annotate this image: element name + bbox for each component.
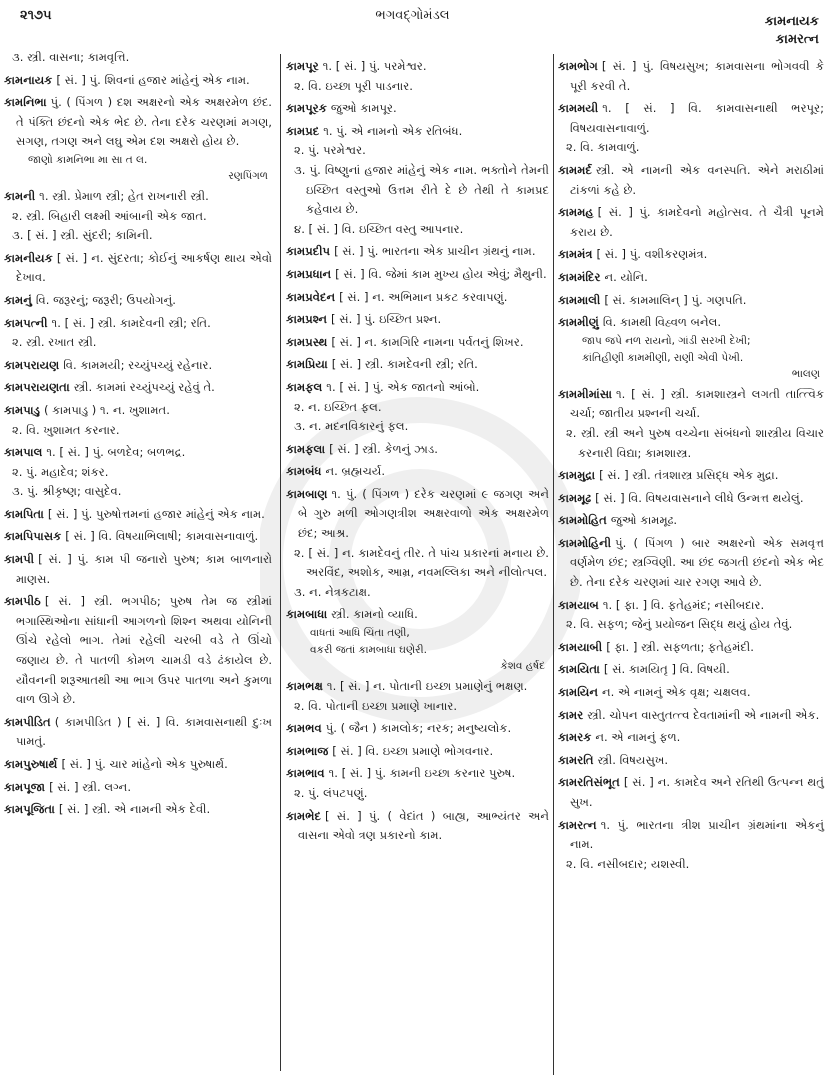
dictionary-entry <box>558 816 824 855</box>
dictionary-entry <box>558 385 824 424</box>
entry-definition: [ સં. ] ન. અભિમાન પ્રકટ કરવાપણું. <box>339 289 508 304</box>
dictionary-entry <box>558 638 824 658</box>
quote-source: રણપિંગળ <box>228 169 268 182</box>
dictionary-entry <box>558 728 824 748</box>
entry-headword: કામપ્રદ <box>286 123 320 138</box>
dictionary-entry <box>286 265 549 285</box>
dictionary-entry <box>286 333 549 353</box>
entry-headword: કામર <box>558 707 584 722</box>
entry-headword: કામમોહિત <box>558 513 607 528</box>
entry-definition: ૧. [ સં. ] વિ. કામવાસનાથી ભરપૂર; વિષયવાસનાવાળું. <box>570 101 824 135</box>
entry-headword: કામપૂરક <box>286 101 327 116</box>
entry-headword: કામમર્દ <box>558 162 592 177</box>
entry-sense: ૩. પું. શ્રીકૃષ્ણ; વાસુદેવ. <box>12 484 122 499</box>
entry-definition: ૧. [ સં. ] પું. પરમેશ્વર. <box>322 59 427 73</box>
dictionary-entry <box>4 443 272 463</box>
entry-headword: કામમંત્ર <box>558 247 593 262</box>
entry-definition: ૧. [ સં. ] સ્ત્રી. કામશાસ્ત્રને લગતી તાત્ત્વિક ચર્ચા; જાતીય પ્રશ્નની ચર્ચા. <box>570 386 824 421</box>
dictionary-entry <box>4 356 272 376</box>
entry-definition: [ સં. ] પું. વિષયસુખ; કામવાસના ભોગવવી કે પૂરી કરવી તે. <box>570 59 824 93</box>
entry-headword: કામનું <box>4 292 32 307</box>
dictionary-entry <box>558 751 824 771</box>
quote-source: કેશવ હર્ષદ <box>500 660 545 673</box>
entry-sense: ૨. વિ. નસીબદાર; યશસ્વી. <box>566 856 690 871</box>
entry-sense: ૨. સ્ત્રી. બિહારી લક્ષ્મી આંબાની એક જાત. <box>12 208 207 223</box>
dictionary-entry <box>286 605 549 625</box>
entry-headword: કામપાડુ <box>4 402 40 417</box>
entry-headword: કામબાણ <box>286 486 328 501</box>
dictionary-entry <box>558 313 824 333</box>
entry-headword: કામપ્રધાન <box>286 266 332 281</box>
dictionary-entry <box>558 466 824 486</box>
entry-sense: ૨. પું. મહાદેવ; શંકર. <box>12 464 109 479</box>
entry-definition: [ ફા. ] સ્ત્રી. સફળતા; ફતેહમંદી. <box>606 639 754 654</box>
dictionary-entry <box>558 596 824 616</box>
entry-headword: કામપૂજા <box>4 779 46 794</box>
entry-headword: કામફલા <box>286 441 326 456</box>
entry-definition: જુઓ કામપૂર. <box>330 101 397 116</box>
dictionary-entry <box>286 764 549 784</box>
entry-headword: કામભોગ <box>558 59 598 73</box>
entry-definition: [ સં. ] સ્ત્રી. તંત્રશાસ્ત્ર પ્રસિદ્ધ એક મુદ્રા. <box>599 468 779 483</box>
entry-headword: કામપી <box>4 552 35 567</box>
entry-definition: [ સં. ] સ્ત્રી. ભગપીઠ; પુરુષ તેમ જ સ્ત્રીમાં ભગાસ્થિઓના સાંધાની આગળનો શિશ્ન અથવા યોનિની ઊંચે રહેલો ભાગ. તેમાં રહેલી ચરબી વડે તે ઊંચો જણાય છે. તે પાતળી કોમળ ચામડી વડે ઢંકાયેલ છે. યૌવનની શરૂઆતથી આ ભાગ ઉપર પાતળા અને કુમળા વાળ ઊગે છે. <box>16 594 272 707</box>
entry-headword: કામમુદ્રા <box>558 468 596 483</box>
entry-definition: [ સં. ] પું. પુરુષોત્તમનાં હજાર માંહેનું એક નામ. <box>47 506 265 521</box>
entry-headword: કામનિભા <box>4 95 47 110</box>
entry-headword: કામપાલ <box>4 445 43 460</box>
entry-definition: [ સં. કામમાલિન્ ] પું. ગણપતિ. <box>604 292 747 307</box>
entry-headword: કામપુરુષાર્થ <box>4 757 58 771</box>
entry-headword: કામમીણું <box>558 315 599 330</box>
entry-definition: પું. ( જૈન ) કામલોક; નરક; મનુષ્યલોક. <box>325 721 512 736</box>
entry-definition: [ સં. ] પું. ( વેદાંત ) બાહ્ય, આભ્યંતર અને વાસના એવો ત્રણ પ્રકારનો કામ. <box>298 808 549 843</box>
entry-sense: ૨. પું. લંપટપણું. <box>294 786 368 800</box>
entry-definition: [ સં. ] પું. કામ પી જનારો પુરુષ; કામ બાળનારો માણસ. <box>16 552 272 586</box>
entry-definition: [ સં. ] સ્ત્રી. લગ્ન. <box>49 779 132 794</box>
entry-sense: ૩. સ્ત્રી. વાસના; કામવૃત્તિ. <box>12 50 130 64</box>
dictionary-entry <box>4 800 272 820</box>
entry-definition: ૧. [ સં. ] પું. કામની ઇચ્છા કરનાર પુરુષ. <box>328 766 516 781</box>
page-number: ૨૧૭૫ <box>20 8 52 23</box>
dictionary-entry <box>286 485 549 544</box>
entry-headword: કામપૂર <box>286 59 319 73</box>
entry-definition: [ સં. ] ન. કામગિરિ નામના પર્વતનું શિખર. <box>331 334 524 349</box>
entry-definition: ૧. પું. ભારતના ત્રીશ પ્રાચીન ગ્રંથમાંના એકનું નામ. <box>570 817 824 852</box>
entry-headword: કામભેદ <box>286 808 321 823</box>
dictionary-entry <box>4 592 272 710</box>
book-title: ભગવદ્ગોમંડલ <box>375 8 450 23</box>
entry-sense: ૨. સ્ત્રી. સ્ત્રી અને પુરુષ વચ્ચેના સંબંધનો શાસ્ત્રીય વિચાર કરનારી વિદ્યા; કામશાસ્ત્ર. <box>566 425 824 460</box>
entry-sense: ૨. ન. ઇચ્છિત ફલ. <box>294 399 382 414</box>
dictionary-entry <box>286 122 549 142</box>
dictionary-entry <box>286 719 549 739</box>
entry-headword: કામરતિસંભૂત <box>558 775 620 790</box>
entry-definition: સ્ત્રી. ચોપન વાસ્તુતત્ત્વ દેવતામાંની એ નામની એક. <box>587 707 820 722</box>
entry-headword: કામયાબી <box>558 639 603 654</box>
entry-headword: કામપ્રસ્થ <box>286 334 328 349</box>
dictionary-entry <box>4 93 272 152</box>
quote-line: વાધતાં આધિ ચિંતા તણી, <box>310 627 410 640</box>
entry-headword: કામમયી <box>558 101 599 116</box>
entry-definition: ૧. [ સં. ] પું. એક જાતનો આંબો. <box>326 379 480 394</box>
dictionary-entry <box>558 291 824 311</box>
column-1 <box>4 48 272 1075</box>
entry-headword: કામપ્રિયા <box>286 357 328 372</box>
dictionary-entry <box>4 778 272 798</box>
citation-quote <box>4 152 272 184</box>
dictionary-entry <box>4 713 272 752</box>
entry-headword: કામભક્ષ <box>286 679 323 694</box>
entry-headword: કામપરાયણ <box>4 357 60 372</box>
quote-line: કાંતિહીણી કામમીણી, રાણી એવી પેખી. <box>582 351 744 364</box>
dictionary-entry <box>558 203 824 242</box>
dictionary-entry <box>286 57 549 77</box>
entry-definition: [ સં. ] વિ. ઇચ્છા પ્રમાણે ભોગવનાર. <box>332 743 494 758</box>
entry-headword: કામપરાયણતા <box>4 380 70 395</box>
entry-definition: [ સં. ] સ્ત્રી. એ નામની એક દેવી. <box>58 802 211 817</box>
entry-sense: ૨. [ સં. ] ન. કામદેવનું તીર. તે પાંચ પ્રકારનાં મનાય છે. અરવિંદ, અશોક, આમ્ર, નવમલ્લિકા અને નીલોત્પલ. <box>294 545 549 580</box>
dictionary-entry <box>558 683 824 703</box>
entry-definition: ન. યોનિ. <box>604 269 648 284</box>
entry-definition: ન. એ નામનું એક વૃક્ષ; ચક્ષલવ. <box>601 685 751 700</box>
entry-definition: ૧. સ્ત્રી. પ્રેમાળ સ્ત્રી; હેત રાખનારી સ્ત્રી. <box>39 188 209 203</box>
entry-headword: કામમાલી <box>558 292 601 307</box>
dictionary-entry <box>4 71 272 91</box>
dictionary-entry <box>558 706 824 726</box>
entry-headword: કામપ્રદીપ <box>286 244 331 259</box>
dictionary-entry <box>4 291 272 311</box>
entry-headword: કામમંદિર <box>558 269 601 284</box>
entry-headword: કામભવ <box>286 721 322 736</box>
entry-headword: કામફલ <box>286 379 323 394</box>
guide-word-first: કામનાયક <box>764 14 819 29</box>
dictionary-entry <box>286 742 549 762</box>
entry-headword: કામબાધા <box>286 607 328 622</box>
dictionary-entry <box>286 378 549 398</box>
entry-headword: કામભાજ <box>286 743 329 758</box>
entry-definition: ન. બ્રહ્મચર્ય. <box>325 464 386 479</box>
entry-definition: [ સં. ] વિ. જેમાં કામ મુખ્ય હોય એવું; મૈથુની. <box>335 266 547 281</box>
entry-headword: કામબંધ <box>286 464 322 479</box>
entry-headword: કામમોહિની <box>558 535 612 550</box>
entry-headword: કામમીમાંસા <box>558 386 612 401</box>
entry-definition: સ્ત્રી. એ નામની એક વનસ્પતિ. એને મરાઠીમાં ટાંકળાં કહે છે. <box>570 162 824 197</box>
entry-headword: કામયિન <box>558 685 598 700</box>
dictionary-entry <box>558 489 824 509</box>
dictionary-entry <box>558 57 824 96</box>
guide-word-last: કામરત્ન <box>775 32 819 47</box>
entry-definition: વિ. કામમયી; રચ્યુંપચ્યું રહેનાર. <box>63 357 213 372</box>
entry-headword: કામરત્ન <box>558 817 597 832</box>
dictionary-entry <box>558 660 824 680</box>
entry-definition: પું. ( પિંગળ ) દશ અક્ષરનો એક અક્ષરમેળ છંદ. તે પંક્તિ છંદનો એક ભેદ છે. તેના દરેક ચરણમાં મગણ, સગણ, તગણ અને લઘુ એમ દશ અક્ષરો હોય છે. <box>16 95 272 149</box>
entry-definition: [ સં. ] વિ. વિષયવાસનાને લીધે ઉન્મત્ત થયેલું. <box>595 490 804 505</box>
dictionary-entry <box>558 99 824 138</box>
dictionary-entry <box>4 314 272 334</box>
entry-headword: કામપ્રવેદન <box>286 289 336 304</box>
column-2 <box>280 54 554 1071</box>
entry-definition: ( કામપીડિત ) [ સં. ] વિ. કામવાસનાથી દુઃખ પામતું. <box>16 714 272 749</box>
dictionary-entry <box>286 310 549 330</box>
dictionary-entry <box>286 677 549 697</box>
entry-definition: ન. એ નામનું ફળ. <box>595 730 681 745</box>
quote-source: ભાલણ <box>791 367 820 380</box>
entry-headword: કામપૂજિતા <box>4 802 55 817</box>
dictionary-entry <box>558 534 824 593</box>
entry-definition: ૧. [ સં. ] પું. બળદેવ; બળભદ્ર. <box>46 445 186 460</box>
entry-sense: ૨. વિ. ઇચ્છા પૂરી પાડનાર. <box>294 78 413 93</box>
dictionary-entry <box>4 401 272 421</box>
entry-definition: [ સં. ] પું. ઇચ્છિત પ્રશ્ન. <box>331 312 442 327</box>
entry-headword: કામપત્ની <box>4 315 48 330</box>
dictionary-entry <box>558 268 824 288</box>
entry-sense: ૨. વિ. સફળ; જેનું પ્રયોજન સિદ્ધ થયું હોય તેવું. <box>566 617 793 632</box>
entry-headword: કામમૂઢ <box>558 490 592 505</box>
entry-sense: ૪. [ સં. ] વિ. ઇચ્છિત વસ્તુ આપનાર. <box>294 221 464 236</box>
dictionary-entry <box>558 245 824 265</box>
entry-headword: કામમહ <box>558 205 594 220</box>
entry-headword: કામપ્રશ્ન <box>286 312 328 327</box>
entry-definition: [ સં. કામયિતૃ ] વિ. વિષયી. <box>603 662 730 677</box>
entry-definition: ૧. [ સં. ] સ્ત્રી. કામદેવની સ્ત્રી; રતિ. <box>51 315 211 330</box>
dictionary-entry <box>4 505 272 525</box>
entry-headword: કામપિપાસક <box>4 529 62 544</box>
entry-definition: [ સં. ] પું. ભારતના એક પ્રાચીન ગ્રંથનું નામ. <box>334 244 536 259</box>
entry-definition: [ સં. ] સ્ત્રી. કેળનું ઝાડ. <box>329 441 438 456</box>
entry-definition: જુઓ કામમૂઢ. <box>610 513 678 528</box>
entry-definition: સ્ત્રી. વિષયસુખ. <box>597 752 669 767</box>
entry-sense: ૨. વિ. કામવાળું. <box>566 140 640 155</box>
dictionary-entry <box>286 462 549 482</box>
entry-definition: વિ. કામથી વિહ્વળ બનેલ. <box>602 315 722 330</box>
citation-quote <box>558 333 824 382</box>
entry-definition: ૧. પું. એ નામનો એક રતિબંધ. <box>323 123 463 138</box>
entry-headword: કામયાબ <box>558 597 599 612</box>
entry-definition: [ સં. ] પું. ચાર માંહેનો એક પુરુષાર્થ. <box>61 757 228 771</box>
entry-sense: ૨. વિ. ખુશામત કરનાર. <box>12 422 120 437</box>
quote-line: વકરી જતાં કામબાધા ઘણેરી. <box>310 644 427 657</box>
entry-definition: [ સં. ] પું. કામદેવનો મહોત્સવ. તે ચૈત્રી પૂનમે કરાય છે. <box>570 205 824 239</box>
dictionary-entry <box>558 511 824 531</box>
dictionary-entry <box>4 187 272 207</box>
entry-definition: ૧. [ ફા. ] વિ. ફતેહમંદ; નસીબદાર. <box>602 597 765 612</box>
entry-headword: કામની <box>4 188 36 203</box>
entry-sense: ૩. ન. મદનવિકારનું ફલ. <box>294 419 409 434</box>
entry-headword: કામરક <box>558 730 592 745</box>
citation-quote <box>286 625 549 674</box>
entry-headword: કામનાયક <box>4 72 53 87</box>
entry-headword: કામપીઠ <box>4 594 41 609</box>
entry-definition: [ સં. ] ન. કામદેવ અને રતિથી ઉત્પન્ન થતું સુખ. <box>570 775 824 809</box>
entry-definition: ૧. [ સં. ] ન. પોતાની ઇચ્છા પ્રમાણેનું ભક્ષણ. <box>326 679 528 694</box>
dictionary-entry <box>286 807 549 846</box>
entry-sense: ૨. પું. પરમેશ્વર. <box>294 143 366 158</box>
column-3 <box>553 54 824 1075</box>
entry-definition: ( કામપાડુ ) ૧. ન. ખુશામત. <box>43 402 170 417</box>
dictionary-entry <box>558 161 824 200</box>
entry-definition: વિ. જરૂરનું; જરૂરી; ઉપયોગનું. <box>35 292 176 307</box>
entry-definition: [ સં. ] પું. શિવનાં હજાર માંહેનું એક નામ. <box>56 72 250 87</box>
dictionary-entry <box>286 99 549 119</box>
entry-definition: [ સં. ] વિ. વિષયાભિલાષી; કામવાસનાવાળું. <box>65 529 259 544</box>
dictionary-entry <box>4 527 272 547</box>
quote-line: જાણો કામનિભા મા સા ત લ. <box>28 153 148 166</box>
dictionary-entry <box>4 755 272 775</box>
dictionary-entry <box>286 355 549 375</box>
dictionary-entry <box>286 242 549 262</box>
entry-sense: ૩. પું. વિષ્ણુનાં હજાર માંહેનું એક નામ. ભક્તોને તેમની ઇચ્છિત વસ્તુઓ ઉત્તમ રીતે દે છે તેથી તે કામપ્રદ કહેવાય છે. <box>294 162 549 217</box>
entry-sense: ૩. [ સં. ] સ્ત્રી. સુંદરી; કામિની. <box>12 228 153 243</box>
entry-sense: ૨. સ્ત્રી. રખાત સ્ત્રી. <box>12 335 97 350</box>
entry-headword: કામભાવ <box>286 766 325 781</box>
dictionary-entry <box>4 249 272 288</box>
dictionary-entry <box>286 440 549 460</box>
entry-headword: કામપિતા <box>4 506 44 521</box>
entry-definition: [ સં. ] પું. વશીકરણમંત્ર. <box>596 247 708 262</box>
dictionary-entry <box>558 773 824 812</box>
quote-line: જાપ જપે નળ રાયનો, ગાંડી સરખી દેખી; <box>582 334 751 347</box>
entry-sense: ૨. વિ. પોતાની ઇચ્છા પ્રમાણે ખાનાર. <box>294 698 458 713</box>
entry-definition: [ સં. ] સ્ત્રી. કામદેવની સ્ત્રી; રતિ. <box>331 357 478 372</box>
entry-headword: કામયિતા <box>558 662 600 677</box>
entry-headword: કામપીડિત <box>4 714 51 729</box>
entry-definition: પું. ( પિંગળ ) બાર અક્ષરનો એક સમવૃત્ત વર્ણમેળ છંદ; સ્ત્રગ્વિણી. આ છંદ જગતી છંદનો એક ભેદ છે. તેના દરેક ચરણમાં ચાર રગણ આવે છે. <box>570 535 824 590</box>
entry-definition: ૧. પું. ( પિંગળ ) દરેક ચરણમાં ૯ જગણ અને બે ગુરુ મળી ઓગણત્રીશ અક્ષરવાળો એક અક્ષરમેળ છંદ; આશ્ર. <box>298 486 549 541</box>
entry-sense: ૩. ન. નેત્રકટાક્ષ. <box>294 584 371 599</box>
dictionary-entry <box>286 288 549 308</box>
entry-headword: કામરતિ <box>558 752 594 767</box>
entry-definition: સ્ત્રી. કામમાં રચ્યુંપચ્યું રહેવું તે. <box>73 380 215 395</box>
dictionary-entry <box>4 550 272 589</box>
dictionary-entry <box>4 378 272 398</box>
entry-headword: કામનીયક <box>4 250 53 265</box>
entry-definition: [ સં. ] ન. સુંદરતા; કોઈનું આકર્ષણ થાય એવો દેખાવ. <box>16 250 272 285</box>
entry-definition: સ્ત્રી. કામનો વ્યાધિ. <box>331 607 418 622</box>
